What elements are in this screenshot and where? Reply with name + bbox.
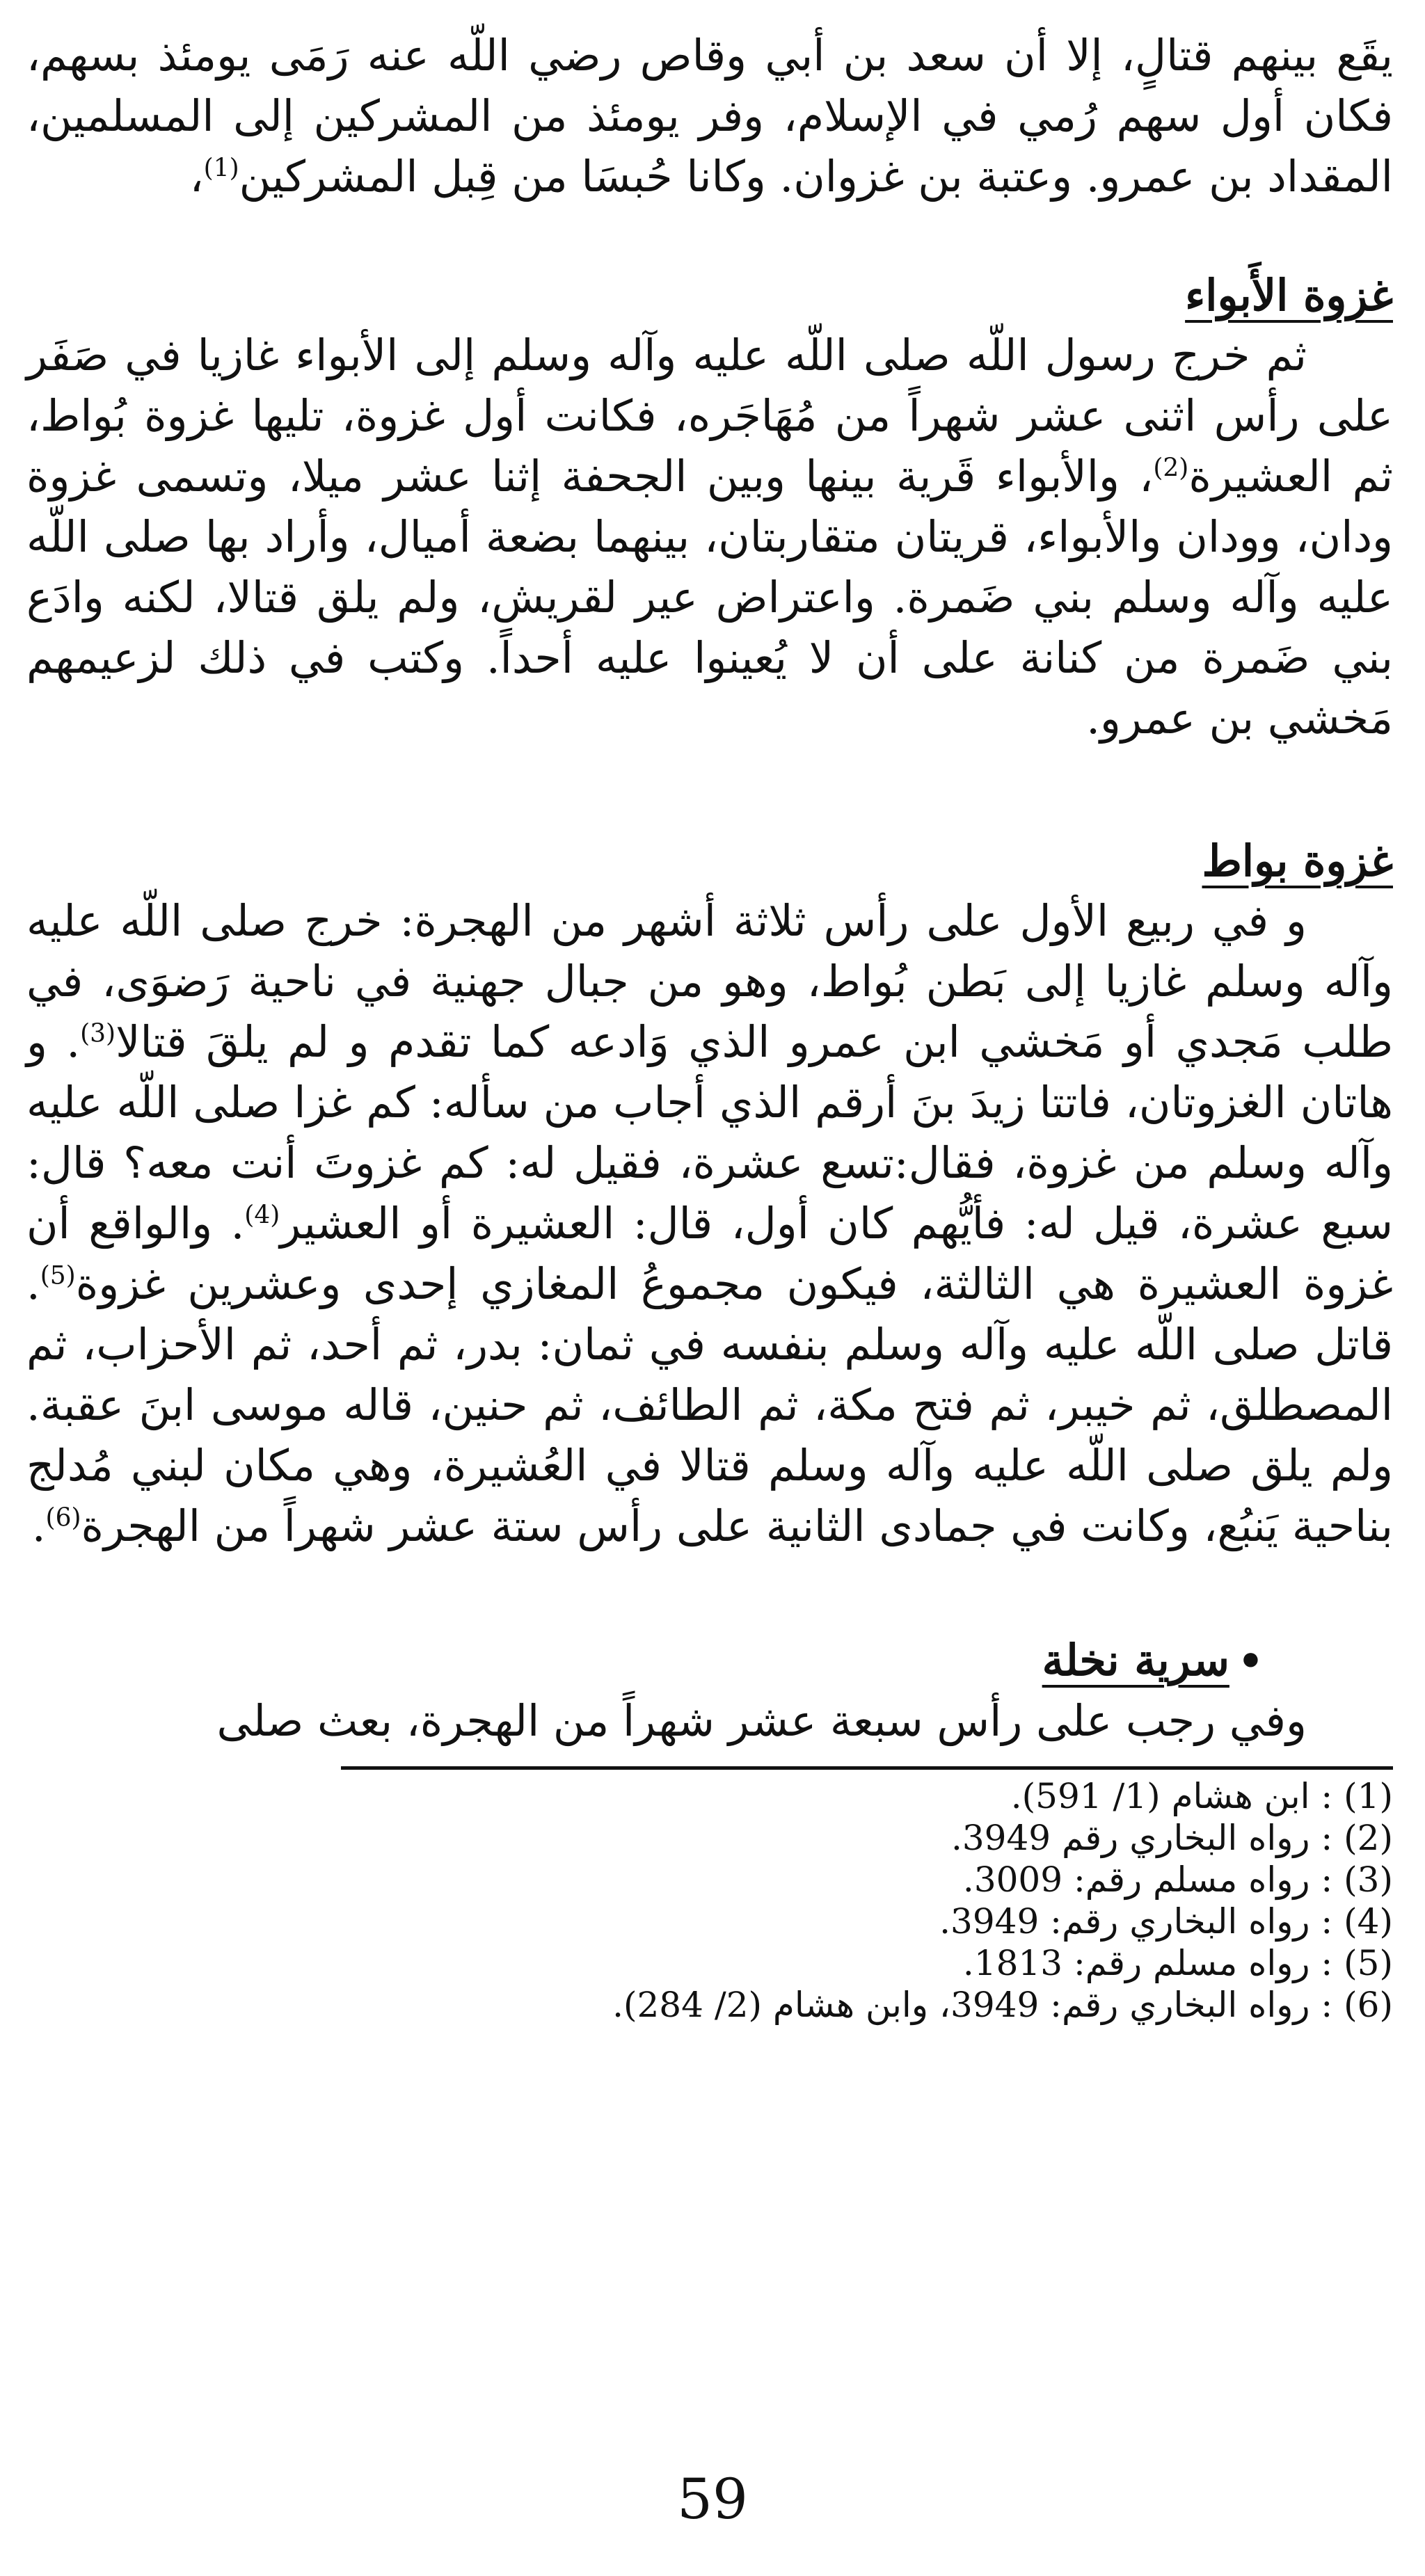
paragraph-text: . والواقع أن غزوة العشيرة هي الثالثة، فيكون مجموعُ المغازي إحدى وعشرين غزوة — [26, 1198, 1393, 1309]
footnote-item — [26, 1859, 1393, 1901]
paragraph-nakhla — [26, 1690, 1393, 1751]
footnote-item — [26, 1775, 1393, 1817]
footnote-item — [26, 1942, 1393, 1984]
footnote-number: (6) — [1344, 1985, 1393, 2025]
spacer — [26, 749, 1393, 832]
footnote-item — [26, 1984, 1393, 2026]
paragraph-text: . و هاتان الغزوتان، فاتتا زيدَ بنَ أرقم الذي أجاب من سأله: كم غزا صلى اللّه عليه وآله وسلم من غزوة، فقال:تسع عشرة، فقيل له: كم غزوتَ أنت معه؟ قال: سبع عشرة، قيل له: فأيُّهم كان أول، قال: العشيرة أو العشير — [26, 1016, 1393, 1249]
paragraph-opening — [26, 25, 1393, 207]
paragraph-text: يقَع بينهم قتالٍ، إلا أن سعد بن أبي وقاص رضي اللّه عنه رَمَى يومئذ بسهم، فكان أول سهم رُمي في الإسلام، وفر يومئذ من المشركين إلى المسلمين، المقداد بن عمرو. وعتبة بن غزوان. وكانا حُبسَا من قِبل المشركين — [26, 30, 1393, 202]
heading-text: سرية نخلة — [1042, 1635, 1229, 1686]
footnote-text: : رواه مسلم رقم: 1813. — [962, 1943, 1333, 1983]
footnotes — [26, 1775, 1393, 2026]
paragraph-text: وفي رجب على رأس سبعة عشر شهراً من الهجرة، بعث صلى — [216, 1695, 1307, 1746]
heading-text: غزوة الأَبواء — [1185, 270, 1393, 321]
paragraph-text: ، — [189, 151, 204, 202]
paragraph-abwa — [26, 325, 1393, 749]
footnote-text: : رواه البخاري رقم 3949. — [950, 1818, 1333, 1858]
footnote-ref: (6) — [45, 1503, 81, 1533]
section-heading-buwat — [26, 832, 1393, 890]
footnote-item — [26, 1901, 1393, 1942]
paragraph-text: ، والأبواء قَرية بينها وبين الجحفة إثنا عشر ميلا، وتسمى غزوة ودان، وودان والأبواء، قريتان متقاربتان، بينهما بضعة أميال، وأراد بها صلى اللّه عليه وآله وسلم بني ضَمرة. واعتراض عير لقريش، ولم يلق قتالا، لكنه وادَع بني ضَمرة من كنانة على أن لا يُعينوا عليه أحداً. وكتب في ذلك لزعيمهم مَخشي بن عمرو. — [26, 451, 1393, 744]
paragraph-text: ثم خرج رسول اللّه صلى اللّه عليه وآله وسلم إلى الأبواء غازيا في صَفَر على رأس اثنى عشر شهراً من مُهَاجَره، فكانت أول غزوة، تليها غزوة بُواط، ثم العشيرة — [26, 330, 1394, 502]
footnote-ref: (2) — [1153, 454, 1189, 483]
footnote-number: (3) — [1344, 1859, 1393, 1900]
section-heading-abwa — [26, 266, 1393, 325]
footnote-number: (4) — [1344, 1901, 1393, 1942]
paragraph-text: . — [31, 1501, 46, 1551]
heading-text: غزوة بواط — [1202, 835, 1393, 886]
spacer — [26, 1556, 1393, 1631]
footnote-ref: (4) — [244, 1201, 280, 1230]
footnote-text: : ابن هشام (1/ 591). — [1010, 1776, 1333, 1816]
footnote-item — [26, 1817, 1393, 1859]
footnote-ref: (5) — [40, 1261, 76, 1290]
footnote-number: (2) — [1344, 1818, 1393, 1858]
paragraph-text: . قاتل صلى اللّه عليه وآله وسلم بنفسه في ثمان: بدر، ثم أحد، ثم الأحزاب، ثم المصطلق، ثم خيبر، ثم فتح مكة، ثم الطائف، ثم حنين، قاله موسى ابنَ عقبة. ولم يلق صلى اللّه عليه وآله وسلم قتالا في العُشيرة، وهي مكان لبني مُدلج بناحية يَنبُع، وكانت في جمادى الثانية على رأس ستة عشر شهراً من الهجرة — [26, 1258, 1394, 1551]
footnote-text: : رواه مسلم رقم: 3009. — [962, 1859, 1333, 1900]
footnote-ref: (3) — [80, 1019, 116, 1048]
footnote-ref: (1) — [203, 154, 239, 183]
footnote-number: (1) — [1344, 1776, 1393, 1816]
footnote-text: : رواه البخاري رقم: 3949. — [939, 1901, 1333, 1942]
paragraph-text: و في ربيع الأول على رأس ثلاثة أشهر من الهجرة: خرج صلى اللّه عليه وآله وسلم غازيا إلى بَطن بُواط، وهو من جبال جهنية في ناحية رَضوَى، في طلب مَجدي أو مَخشي ابن عمرو الذي وَادعه كما تقدم و لم يلقَ قتالا — [26, 895, 1393, 1067]
footnote-text: : رواه البخاري رقم: 3949، وابن هشام (2/ 284). — [612, 1985, 1333, 2025]
section-heading-nakhla — [26, 1631, 1393, 1690]
bullet-icon: • — [1237, 1638, 1264, 1685]
page-number: 59 — [677, 2467, 748, 2531]
footnote-divider — [341, 1766, 1393, 1770]
spacer — [26, 207, 1393, 266]
paragraph-buwat — [26, 890, 1393, 1556]
footnote-number: (5) — [1344, 1943, 1393, 1983]
